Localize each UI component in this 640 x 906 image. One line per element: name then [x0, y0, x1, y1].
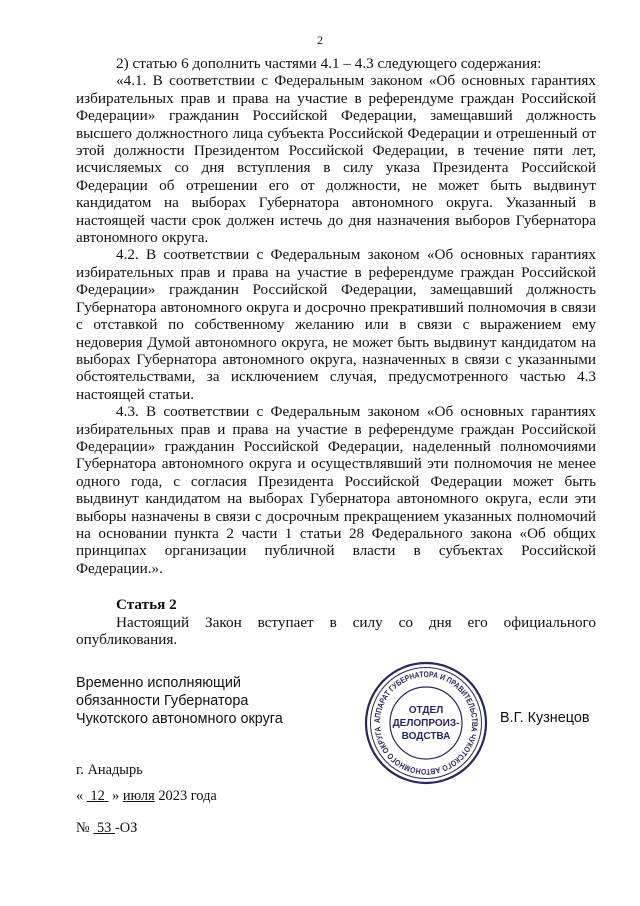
number-suffix: -ОЗ [114, 820, 138, 836]
date-day: 12 [90, 788, 105, 804]
signature-line: обязанности Губернатора [76, 693, 249, 709]
signing-date [76, 788, 217, 805]
part-4-3: 4.3. В соответствии с Федеральным законом «Об основных гарантиях избирательных прав и права на участие в референдуме граждан Российской Федерации» гражданин Российской Федерации, наделенный полномочиями Губернатора автономного округа и осуществлявший эти полномочия не менее одного года, с согласия Президента Российской Федерации может быть выдвинут кандидатом на выборах Губернатора автономного округа, если эти выборы назначены в связи с досрочным прекращением указанных полномочий на основании пункта 2 части 1 статьи 28 Федерального закона «Об общих принципах организации публичной власти в субъектах Российской Федерации.». [76, 403, 596, 577]
signature-position [76, 674, 283, 728]
seal-center-line: ОТДЕЛ [408, 705, 444, 716]
page-number: 2 [317, 33, 323, 47]
article-2-text: Настоящий Закон вступает в силу со дня его официального опубликования. [76, 614, 596, 649]
number-sign: № [76, 820, 90, 836]
date-close-quote: » [112, 788, 120, 804]
seal-center-line: ВОДСТВА [401, 731, 451, 742]
article-2-heading: Статья 2 [116, 596, 177, 613]
place-of-signing: г. Анадырь [76, 762, 143, 778]
seal-ring-text: АППАРАТ ГУБЕРНАТОРА И ПРАВИТЕЛЬСТВА ЧУКОТСКОГО АВТОНОМНОГО ОКРУГА [372, 669, 480, 777]
date-year: 2023 года [158, 788, 217, 804]
date-month: июля [122, 788, 155, 804]
law-body [76, 55, 596, 577]
amendment-intro: 2) статью 6 дополнить частями 4.1 – 4.3 следующего содержания: [116, 55, 542, 72]
law-number [76, 820, 137, 837]
signature-line: Чукотского автономного округа [76, 711, 283, 727]
part-4-2: 4.2. В соответствии с Федеральным законом «Об основных гарантиях избирательных прав и права на участие в референдуме граждан Российской Федерации» гражданин Российской Федерации, замещавший должность Губернатора автономного округа и досрочно прекративший полномочия в связи с отставкой по собственному желанию или в связи с выражением ему недоверия Думой автономного округа, не может быть выдвинут кандидатом на выборах Губернатора автономного округа, назначенных в связи с указанными обстоятельствами, за исключением случая, предусмотренного частью 4.3 настоящей статьи. [76, 246, 596, 403]
number-value: 53 [96, 820, 112, 836]
signer-name: В.Г. Кузнецов [500, 710, 590, 726]
official-seal-stamp [363, 660, 489, 786]
signature-line: Временно исполняющий [76, 675, 241, 691]
date-open-quote: « [76, 788, 84, 804]
seal-center-line: ДЕЛОПРОИЗ- [392, 718, 460, 729]
part-4-1: «4.1. В соответствии с Федеральным законом «Об основных гарантиях избирательных прав и права на участие в референдуме граждан Российской Федерации» гражданин Российской Федерации, замещавший должность высшего должностного лица субъекта Российской Федерации и отрешенный от этой должности Президентом Российской Федерации, в течение пяти лет, исчисляемых со дня вступления в силу указа Президента Российской Федерации об отрешении его от должности, не может быть выдвинут кандидатом на выборах Губернатора автономного округа. Указанный в настоящей части срок должен истечь до дня назначения выборов Губернатора автономного округа. [76, 72, 596, 247]
